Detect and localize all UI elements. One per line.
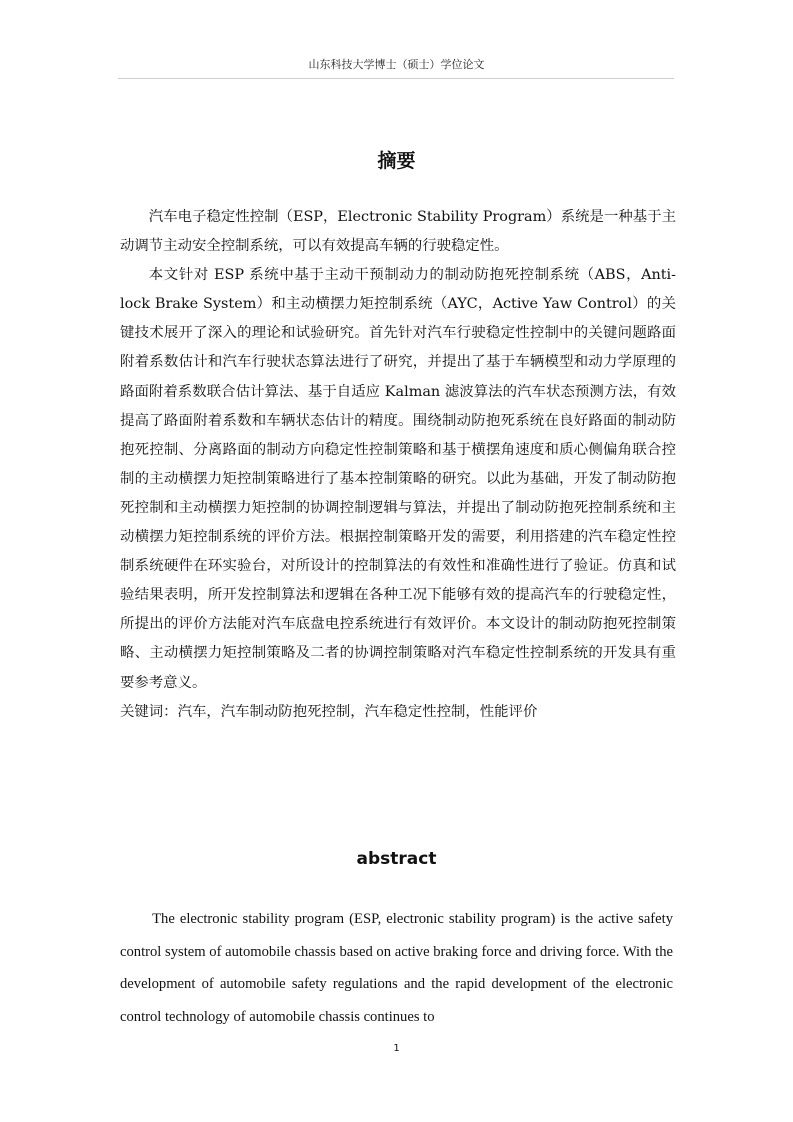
abstract-en-body [120,903,673,1033]
page-number: 1 [393,1043,400,1054]
abstract-en-paragraph: The electronic stability program (ESP, electronic stability program) is the active safety control system of automobile chassis based on active braking force and driving force. With the development of automobile safety regulations and the rapid development of the electronic control technology of automobile chassis continues to [120,911,673,1025]
abstract-cn-paragraph-2: 本文针对 ESP 系统中基于主动干预制动力的制动防抱死控制系统（ABS，Anti-lock Brake System）和主动横摆力矩控制系统（AYC，Active Yaw Control）的关键技术展开了深入的理论和试验研究。首先针对汽车行驶稳定性控制中的关键问题路面附着系数估计和汽车行驶状态算法进行了研究，并提出了基于车辆模型和动力学原理的路面附着系数联合估计算法、基于自适应 Kalman 滤波算法的汽车状态预测方法，有效提高了路面附着系数和车辆状态估计的精度。围绕制动防抱死系统在良好路面的制动防抱死控制、分离路面的制动方向稳定性控制策略和基于横摆角速度和质心侧偏角联合控制的主动横摆力矩控制策略进行了基本控制策略的研究。以此为基础，开发了制动防抱死控制和主动横摆力矩控制的协调控制逻辑与算法，并提出了制动防抱死控制系统和主动横摆力矩控制系统的评价方法。根据控制策略开发的需要，利用搭建的汽车稳定性控制系统硬件在环实验台，对所设计的控制算法的有效性和准确性进行了验证。仿真和试验结果表明，所开发控制算法和逻辑在各种工况下能够有效的提高汽车的行驶稳定性，所提出的评价方法能对汽车底盘电控系统进行有效评价。本文设计的制动防抱死控制策略、主动横摆力矩控制策略及二者的协调控制策略对汽车稳定性控制系统的开发具有重要参考意义。 [120,267,676,691]
abstract-cn-body [120,203,676,727]
abstract-cn-keywords: 关键词：汽车，汽车制动防抱死控制，汽车稳定性控制，性能评价 [120,703,538,720]
header-divider [118,78,674,79]
abstract-en-title: abstract [356,849,437,869]
running-header: 山东科技大学博士（硕士）学位论文 [308,58,485,71]
abstract-cn-paragraph-1: 汽车电子稳定性控制（ESP，Electronic Stability Program）系统是一种基于主动调节主动安全控制系统，可以有效提高车辆的行驶稳定性。 [120,209,676,255]
abstract-cn-title: 摘要 [377,150,416,172]
